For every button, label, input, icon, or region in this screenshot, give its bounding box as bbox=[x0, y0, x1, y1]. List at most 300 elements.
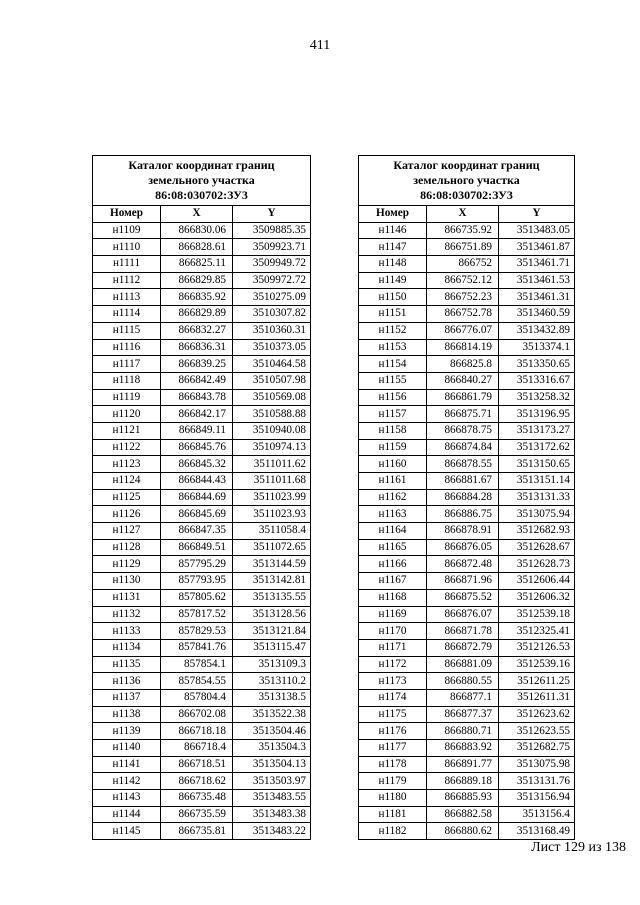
point-number-cell: н1120 bbox=[93, 406, 161, 423]
y-coordinate-cell: 3513156.4 bbox=[499, 806, 575, 823]
point-number-cell: н1109 bbox=[93, 222, 161, 239]
y-coordinate-cell: 3513131.76 bbox=[499, 773, 575, 790]
y-coordinate-cell: 3512628.67 bbox=[499, 539, 575, 556]
x-coordinate-cell: 866874.84 bbox=[427, 439, 499, 456]
x-coordinate-cell: 866735.92 bbox=[427, 222, 499, 239]
table-row bbox=[93, 272, 311, 289]
point-number-cell: н1135 bbox=[93, 656, 161, 673]
table-title-line: 86:08:030702:ЗУ3 bbox=[420, 188, 513, 202]
y-coordinate-cell: 3513432.89 bbox=[499, 322, 575, 339]
table-row bbox=[359, 790, 575, 807]
table-row bbox=[93, 406, 311, 423]
x-coordinate-cell: 857804.4 bbox=[161, 689, 233, 706]
x-coordinate-cell: 866877.37 bbox=[427, 706, 499, 723]
point-number-cell: н1165 bbox=[359, 539, 427, 556]
point-number-cell: н1126 bbox=[93, 506, 161, 523]
y-coordinate-cell: 3513075.94 bbox=[499, 506, 575, 523]
point-number-cell: н1148 bbox=[359, 256, 427, 273]
y-coordinate-cell: 3512682.93 bbox=[499, 523, 575, 540]
table-row bbox=[359, 639, 575, 656]
coordinate-catalog-table bbox=[92, 155, 311, 840]
table-row bbox=[359, 372, 575, 389]
point-number-cell: н1164 bbox=[359, 523, 427, 540]
x-coordinate-cell: 857795.29 bbox=[161, 556, 233, 573]
y-coordinate-cell: 3513115.47 bbox=[233, 639, 311, 656]
point-number-cell: н1113 bbox=[93, 289, 161, 306]
x-coordinate-cell: 866875.52 bbox=[427, 589, 499, 606]
table-row bbox=[93, 756, 311, 773]
y-coordinate-cell: 3510464.58 bbox=[233, 356, 311, 373]
y-coordinate-cell: 3510507.98 bbox=[233, 372, 311, 389]
point-number-cell: н1182 bbox=[359, 823, 427, 840]
y-coordinate-cell: 3512682.75 bbox=[499, 740, 575, 757]
x-coordinate-cell: 866881.67 bbox=[427, 473, 499, 490]
y-coordinate-cell: 3511011.68 bbox=[233, 473, 311, 490]
table-row bbox=[359, 706, 575, 723]
y-coordinate-cell: 3512539.16 bbox=[499, 656, 575, 673]
table-row bbox=[359, 539, 575, 556]
table-row bbox=[93, 422, 311, 439]
point-number-cell: н1175 bbox=[359, 706, 427, 723]
x-coordinate-cell: 866871.96 bbox=[427, 573, 499, 590]
y-coordinate-cell: 3512539.18 bbox=[499, 606, 575, 623]
y-coordinate-cell: 3513316.67 bbox=[499, 372, 575, 389]
point-number-cell: н1118 bbox=[93, 372, 161, 389]
point-number-cell: н1179 bbox=[359, 773, 427, 790]
point-number-cell: н1124 bbox=[93, 473, 161, 490]
x-coordinate-cell: 866835.92 bbox=[161, 289, 233, 306]
point-number-cell: н1169 bbox=[359, 606, 427, 623]
x-coordinate-cell: 866836.31 bbox=[161, 339, 233, 356]
table-row bbox=[359, 506, 575, 523]
y-coordinate-cell: 3513121.84 bbox=[233, 623, 311, 640]
table-row bbox=[93, 639, 311, 656]
table-row bbox=[93, 723, 311, 740]
y-coordinate-cell: 3513168.49 bbox=[499, 823, 575, 840]
table-row bbox=[359, 523, 575, 540]
x-coordinate-cell: 866842.49 bbox=[161, 372, 233, 389]
table-row bbox=[93, 790, 311, 807]
sheet-label: Лист 129 из 138 bbox=[531, 840, 626, 855]
table-row bbox=[93, 306, 311, 323]
point-number-cell: н1114 bbox=[93, 306, 161, 323]
table-row bbox=[359, 673, 575, 690]
table-row bbox=[93, 372, 311, 389]
table-row bbox=[359, 389, 575, 406]
point-number-cell: н1117 bbox=[93, 356, 161, 373]
y-coordinate-cell: 3512606.32 bbox=[499, 589, 575, 606]
table-row bbox=[359, 606, 575, 623]
table-title bbox=[93, 156, 311, 206]
y-coordinate-cell: 3513172.62 bbox=[499, 439, 575, 456]
table-row bbox=[93, 773, 311, 790]
table-row bbox=[93, 823, 311, 840]
y-coordinate-cell: 3511023.93 bbox=[233, 506, 311, 523]
table-row bbox=[359, 656, 575, 673]
y-coordinate-cell: 3513504.3 bbox=[233, 740, 311, 757]
point-number-cell: н1133 bbox=[93, 623, 161, 640]
x-coordinate-cell: 866830.06 bbox=[161, 222, 233, 239]
table-row bbox=[93, 689, 311, 706]
y-coordinate-cell: 3512611.31 bbox=[499, 689, 575, 706]
point-number-cell: н1128 bbox=[93, 539, 161, 556]
column-header-y: Y bbox=[233, 206, 311, 223]
y-coordinate-cell: 3510373.05 bbox=[233, 339, 311, 356]
y-coordinate-cell: 3511072.65 bbox=[233, 539, 311, 556]
point-number-cell: н1171 bbox=[359, 639, 427, 656]
x-coordinate-cell: 866843.78 bbox=[161, 389, 233, 406]
y-coordinate-cell: 3513196.95 bbox=[499, 406, 575, 423]
table-body bbox=[93, 222, 311, 839]
table-row bbox=[359, 756, 575, 773]
y-coordinate-cell: 3509885.35 bbox=[233, 222, 311, 239]
point-number-cell: н1176 bbox=[359, 723, 427, 740]
y-coordinate-cell: 3510974.13 bbox=[233, 439, 311, 456]
x-coordinate-cell: 866814.19 bbox=[427, 339, 499, 356]
x-coordinate-cell: 866872.48 bbox=[427, 556, 499, 573]
table-row bbox=[359, 689, 575, 706]
table-row bbox=[359, 406, 575, 423]
y-coordinate-cell: 3513461.31 bbox=[499, 289, 575, 306]
table-row bbox=[93, 806, 311, 823]
column-header-y: Y bbox=[499, 206, 575, 223]
point-number-cell: н1174 bbox=[359, 689, 427, 706]
y-coordinate-cell: 3513483.55 bbox=[233, 790, 311, 807]
table-row bbox=[93, 523, 311, 540]
y-coordinate-cell: 3509923.71 bbox=[233, 239, 311, 256]
table-row bbox=[93, 706, 311, 723]
x-coordinate-cell: 866829.89 bbox=[161, 306, 233, 323]
point-number-cell: н1163 bbox=[359, 506, 427, 523]
point-number-cell: н1156 bbox=[359, 389, 427, 406]
table-row bbox=[359, 773, 575, 790]
table-row bbox=[93, 740, 311, 757]
y-coordinate-cell: 3513138.5 bbox=[233, 689, 311, 706]
point-number-cell: н1127 bbox=[93, 523, 161, 540]
page-number: 411 bbox=[309, 38, 331, 53]
point-number-cell: н1151 bbox=[359, 306, 427, 323]
x-coordinate-cell: 866735.81 bbox=[161, 823, 233, 840]
x-coordinate-cell: 866878.91 bbox=[427, 523, 499, 540]
y-coordinate-cell: 3510569.08 bbox=[233, 389, 311, 406]
point-number-cell: н1142 bbox=[93, 773, 161, 790]
y-coordinate-cell: 3510307.82 bbox=[233, 306, 311, 323]
x-coordinate-cell: 866849.51 bbox=[161, 539, 233, 556]
table-row bbox=[359, 339, 575, 356]
x-coordinate-cell: 866845.69 bbox=[161, 506, 233, 523]
y-coordinate-cell: 3509972.72 bbox=[233, 272, 311, 289]
point-number-cell: н1180 bbox=[359, 790, 427, 807]
table-row bbox=[359, 723, 575, 740]
table-title-line: Каталог координат границ bbox=[393, 158, 540, 172]
x-coordinate-cell: 866718.51 bbox=[161, 756, 233, 773]
y-coordinate-cell: 3510360.31 bbox=[233, 322, 311, 339]
point-number-cell: н1141 bbox=[93, 756, 161, 773]
y-coordinate-cell: 3511023.99 bbox=[233, 489, 311, 506]
table-title-line: земельного участка bbox=[148, 173, 255, 187]
x-coordinate-cell: 866889.18 bbox=[427, 773, 499, 790]
point-number-cell: н1159 bbox=[359, 439, 427, 456]
point-number-cell: н1181 bbox=[359, 806, 427, 823]
y-coordinate-cell: 3510940.08 bbox=[233, 422, 311, 439]
table-row bbox=[359, 823, 575, 840]
x-coordinate-cell: 857793.95 bbox=[161, 573, 233, 590]
table-row bbox=[93, 222, 311, 239]
x-coordinate-cell: 866844.69 bbox=[161, 489, 233, 506]
table-row bbox=[359, 623, 575, 640]
x-coordinate-cell: 866883.92 bbox=[427, 740, 499, 757]
table-row bbox=[359, 239, 575, 256]
table-row bbox=[93, 256, 311, 273]
table-row bbox=[359, 489, 575, 506]
point-number-cell: н1170 bbox=[359, 623, 427, 640]
y-coordinate-cell: 3513483.05 bbox=[499, 222, 575, 239]
table-body bbox=[359, 222, 575, 839]
point-number-cell: н1136 bbox=[93, 673, 161, 690]
x-coordinate-cell: 857829.53 bbox=[161, 623, 233, 640]
point-number-cell: н1144 bbox=[93, 806, 161, 823]
table-row bbox=[359, 256, 575, 273]
x-coordinate-cell: 866825.8 bbox=[427, 356, 499, 373]
x-coordinate-cell: 866844.43 bbox=[161, 473, 233, 490]
table-row bbox=[359, 456, 575, 473]
x-coordinate-cell: 866880.71 bbox=[427, 723, 499, 740]
y-coordinate-cell: 3510275.09 bbox=[233, 289, 311, 306]
x-coordinate-cell: 866845.32 bbox=[161, 456, 233, 473]
x-coordinate-cell: 866718.18 bbox=[161, 723, 233, 740]
point-number-cell: н1112 bbox=[93, 272, 161, 289]
table-title-line: земельного участка bbox=[413, 173, 520, 187]
x-coordinate-cell: 866718.62 bbox=[161, 773, 233, 790]
point-number-cell: н1157 bbox=[359, 406, 427, 423]
table-row bbox=[93, 289, 311, 306]
x-coordinate-cell: 857805.62 bbox=[161, 589, 233, 606]
x-coordinate-cell: 866876.07 bbox=[427, 606, 499, 623]
x-coordinate-cell: 857817.52 bbox=[161, 606, 233, 623]
y-coordinate-cell: 3513142.81 bbox=[233, 573, 311, 590]
point-number-cell: н1122 bbox=[93, 439, 161, 456]
point-number-cell: н1172 bbox=[359, 656, 427, 673]
point-number-cell: н1129 bbox=[93, 556, 161, 573]
y-coordinate-cell: 3512611.25 bbox=[499, 673, 575, 690]
y-coordinate-cell: 3513075.98 bbox=[499, 756, 575, 773]
y-coordinate-cell: 3513483.22 bbox=[233, 823, 311, 840]
y-coordinate-cell: 3513109.3 bbox=[233, 656, 311, 673]
x-coordinate-cell: 866886.75 bbox=[427, 506, 499, 523]
table-row bbox=[359, 356, 575, 373]
x-coordinate-cell: 866861.79 bbox=[427, 389, 499, 406]
x-coordinate-cell: 866880.62 bbox=[427, 823, 499, 840]
point-number-cell: н1167 bbox=[359, 573, 427, 590]
table-row bbox=[359, 573, 575, 590]
x-coordinate-cell: 866875.71 bbox=[427, 406, 499, 423]
y-coordinate-cell: 3513504.46 bbox=[233, 723, 311, 740]
table-row bbox=[93, 556, 311, 573]
column-header-number: Номер bbox=[359, 206, 427, 223]
point-number-cell: н1168 bbox=[359, 589, 427, 606]
point-number-cell: н1153 bbox=[359, 339, 427, 356]
point-number-cell: н1123 bbox=[93, 456, 161, 473]
table-row bbox=[93, 456, 311, 473]
table-row bbox=[359, 439, 575, 456]
column-header-number: Номер bbox=[93, 206, 161, 223]
x-coordinate-cell: 866751.89 bbox=[427, 239, 499, 256]
coordinate-catalog-table bbox=[358, 155, 575, 840]
y-coordinate-cell: 3513461.87 bbox=[499, 239, 575, 256]
point-number-cell: н1132 bbox=[93, 606, 161, 623]
point-number-cell: н1115 bbox=[93, 322, 161, 339]
x-coordinate-cell: 866881.09 bbox=[427, 656, 499, 673]
table-row bbox=[93, 506, 311, 523]
x-coordinate-cell: 866839.25 bbox=[161, 356, 233, 373]
y-coordinate-cell: 3511058.4 bbox=[233, 523, 311, 540]
point-number-cell: н1161 bbox=[359, 473, 427, 490]
x-coordinate-cell: 866842.17 bbox=[161, 406, 233, 423]
table-row bbox=[359, 556, 575, 573]
y-coordinate-cell: 3512623.62 bbox=[499, 706, 575, 723]
x-coordinate-cell: 866752.78 bbox=[427, 306, 499, 323]
y-coordinate-cell: 3513483.38 bbox=[233, 806, 311, 823]
point-number-cell: н1111 bbox=[93, 256, 161, 273]
x-coordinate-cell: 866847.35 bbox=[161, 523, 233, 540]
x-coordinate-cell: 866735.48 bbox=[161, 790, 233, 807]
y-coordinate-cell: 3512325.41 bbox=[499, 623, 575, 640]
x-coordinate-cell: 857854.1 bbox=[161, 656, 233, 673]
x-coordinate-cell: 866832.27 bbox=[161, 322, 233, 339]
point-number-cell: н1152 bbox=[359, 322, 427, 339]
y-coordinate-cell: 3513503.97 bbox=[233, 773, 311, 790]
point-number-cell: н1139 bbox=[93, 723, 161, 740]
table-row bbox=[93, 356, 311, 373]
point-number-cell: н1154 bbox=[359, 356, 427, 373]
table-row bbox=[93, 656, 311, 673]
y-coordinate-cell: 3513144.59 bbox=[233, 556, 311, 573]
y-coordinate-cell: 3513128.56 bbox=[233, 606, 311, 623]
point-number-cell: н1146 bbox=[359, 222, 427, 239]
table-row bbox=[93, 573, 311, 590]
table-row bbox=[93, 322, 311, 339]
table-row bbox=[359, 740, 575, 757]
point-number-cell: н1121 bbox=[93, 422, 161, 439]
point-number-cell: н1160 bbox=[359, 456, 427, 473]
point-number-cell: н1178 bbox=[359, 756, 427, 773]
x-coordinate-cell: 866845.76 bbox=[161, 439, 233, 456]
x-coordinate-cell: 866702.08 bbox=[161, 706, 233, 723]
point-number-cell: н1130 bbox=[93, 573, 161, 590]
table-title bbox=[359, 156, 575, 206]
point-number-cell: н1116 bbox=[93, 339, 161, 356]
y-coordinate-cell: 3513461.71 bbox=[499, 256, 575, 273]
point-number-cell: н1140 bbox=[93, 740, 161, 757]
table-row bbox=[359, 422, 575, 439]
x-coordinate-cell: 866840.27 bbox=[427, 372, 499, 389]
point-number-cell: н1138 bbox=[93, 706, 161, 723]
x-coordinate-cell: 866871.78 bbox=[427, 623, 499, 640]
x-coordinate-cell: 866829.85 bbox=[161, 272, 233, 289]
point-number-cell: н1166 bbox=[359, 556, 427, 573]
table-row bbox=[359, 806, 575, 823]
y-coordinate-cell: 3510588.88 bbox=[233, 406, 311, 423]
table-row bbox=[93, 339, 311, 356]
x-coordinate-cell: 866872.79 bbox=[427, 639, 499, 656]
y-coordinate-cell: 3509949.72 bbox=[233, 256, 311, 273]
x-coordinate-cell: 866825.11 bbox=[161, 256, 233, 273]
y-coordinate-cell: 3512623.55 bbox=[499, 723, 575, 740]
x-coordinate-cell: 866876.05 bbox=[427, 539, 499, 556]
table-title-line: 86:08:030702:ЗУ3 bbox=[155, 188, 248, 202]
table-title-line: Каталог координат границ bbox=[128, 158, 275, 172]
point-number-cell: н1119 bbox=[93, 389, 161, 406]
x-coordinate-cell: 866849.11 bbox=[161, 422, 233, 439]
x-coordinate-cell: 866884.28 bbox=[427, 489, 499, 506]
x-coordinate-cell: 866718.4 bbox=[161, 740, 233, 757]
point-number-cell: н1131 bbox=[93, 589, 161, 606]
y-coordinate-cell: 3513156.94 bbox=[499, 790, 575, 807]
table-row bbox=[93, 623, 311, 640]
point-number-cell: н1110 bbox=[93, 239, 161, 256]
point-number-cell: н1173 bbox=[359, 673, 427, 690]
x-coordinate-cell: 866878.75 bbox=[427, 422, 499, 439]
point-number-cell: н1149 bbox=[359, 272, 427, 289]
point-number-cell: н1158 bbox=[359, 422, 427, 439]
x-coordinate-cell: 866882.58 bbox=[427, 806, 499, 823]
table-row bbox=[93, 589, 311, 606]
x-coordinate-cell: 866828.61 bbox=[161, 239, 233, 256]
y-coordinate-cell: 3512628.73 bbox=[499, 556, 575, 573]
table-row bbox=[93, 389, 311, 406]
table-row bbox=[359, 222, 575, 239]
point-number-cell: н1137 bbox=[93, 689, 161, 706]
x-coordinate-cell: 866752 bbox=[427, 256, 499, 273]
y-coordinate-cell: 3513150.65 bbox=[499, 456, 575, 473]
table-row bbox=[359, 473, 575, 490]
table-row bbox=[359, 322, 575, 339]
point-number-cell: н1147 bbox=[359, 239, 427, 256]
point-number-cell: н1162 bbox=[359, 489, 427, 506]
x-coordinate-cell: 866878.55 bbox=[427, 456, 499, 473]
point-number-cell: н1145 bbox=[93, 823, 161, 840]
x-coordinate-cell: 866885.93 bbox=[427, 790, 499, 807]
table-row bbox=[93, 539, 311, 556]
column-header-x: X bbox=[161, 206, 233, 223]
y-coordinate-cell: 3513110.2 bbox=[233, 673, 311, 690]
point-number-cell: н1177 bbox=[359, 740, 427, 757]
point-number-cell: н1134 bbox=[93, 639, 161, 656]
column-header-x: X bbox=[427, 206, 499, 223]
table-row bbox=[93, 673, 311, 690]
point-number-cell: н1125 bbox=[93, 489, 161, 506]
table-row bbox=[93, 489, 311, 506]
x-coordinate-cell: 866752.12 bbox=[427, 272, 499, 289]
y-coordinate-cell: 3513151.14 bbox=[499, 473, 575, 490]
y-coordinate-cell: 3513131.33 bbox=[499, 489, 575, 506]
x-coordinate-cell: 857854.55 bbox=[161, 673, 233, 690]
x-coordinate-cell: 866776.07 bbox=[427, 322, 499, 339]
y-coordinate-cell: 3513173.27 bbox=[499, 422, 575, 439]
point-number-cell: н1150 bbox=[359, 289, 427, 306]
point-number-cell: н1155 bbox=[359, 372, 427, 389]
y-coordinate-cell: 3513135.55 bbox=[233, 589, 311, 606]
table-row bbox=[93, 473, 311, 490]
y-coordinate-cell: 3513522.38 bbox=[233, 706, 311, 723]
y-coordinate-cell: 3513258.32 bbox=[499, 389, 575, 406]
y-coordinate-cell: 3513504.13 bbox=[233, 756, 311, 773]
table-row bbox=[359, 289, 575, 306]
y-coordinate-cell: 3512606.44 bbox=[499, 573, 575, 590]
x-coordinate-cell: 866752.23 bbox=[427, 289, 499, 306]
table-row bbox=[359, 589, 575, 606]
x-coordinate-cell: 866735.59 bbox=[161, 806, 233, 823]
